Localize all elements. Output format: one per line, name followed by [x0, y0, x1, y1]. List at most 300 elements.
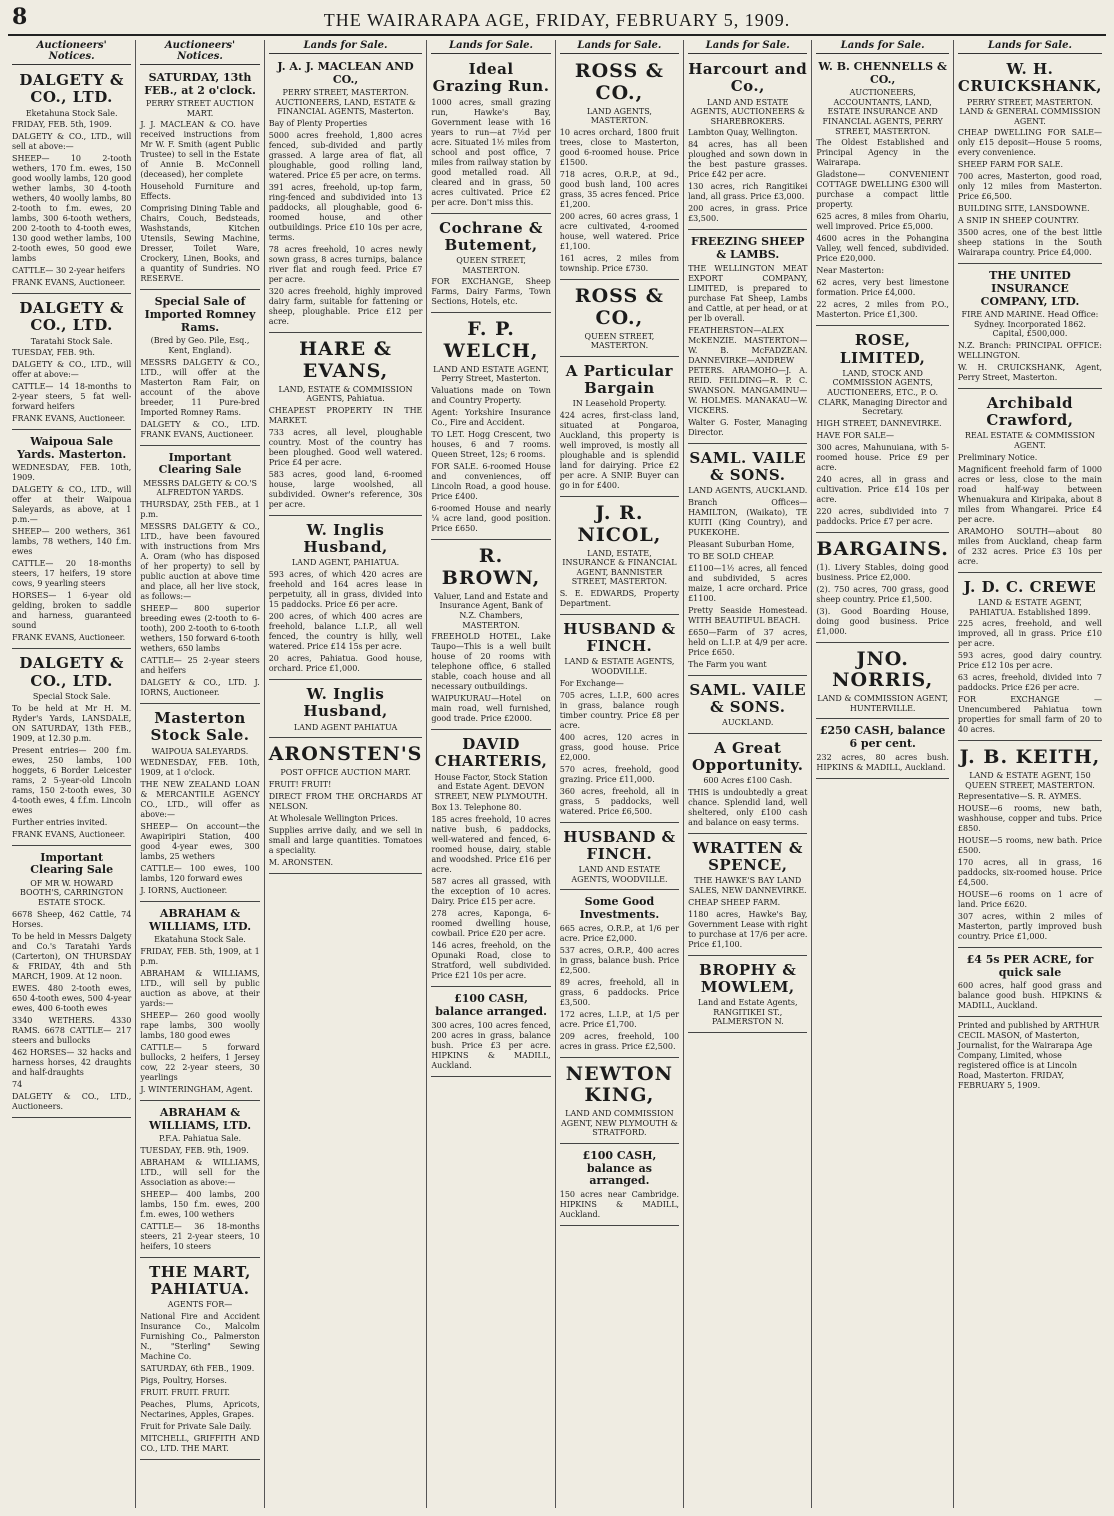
- ad-subtitle: WAIPOUA SALEYARDS.: [151, 746, 249, 756]
- ad-subtitle: LAND AGENTS, MASTERTON.: [586, 106, 652, 126]
- ad-text: 625 acres, 8 miles from Ohariu, well improved. Price £5,000.: [816, 212, 949, 232]
- ad-subtitle: AUCKLAND.: [722, 718, 774, 728]
- ad-title: J. D. C. CREWE: [963, 577, 1097, 596]
- ad-text: 583 acres, good land, 6-roomed house, large woolshed, all subdivided. Owner's reference, 30s per acre.: [268, 469, 423, 509]
- ad-text: DALGETY & CO., LTD., Auctioneers.: [12, 1091, 132, 1111]
- ad-text: SHEEP— 260 good woolly rape lambs, 300 woolly lambs, 180 good ewes: [140, 1011, 260, 1041]
- ad-text: 733 acres, all level, ploughable country. Most of the country has been ploughed. Good well watered. Price £4 per acre.: [268, 427, 423, 467]
- ad-text: To be held in Messrs Dalgety and Co.'s Taratahi Yards (Carterton), ON THURSDAY & FRIDAY, 4th and 5th MARCH, 1909. At 12 noon.: [12, 931, 132, 981]
- ad-subtitle: LAND & COMMISSION AGENT, HUNTERVILLE.: [817, 694, 949, 713]
- ad-subtitle: LAND AND ESTATE AGENTS, WOODVILLE.: [571, 865, 668, 884]
- ad-text: 718 acres, O.R.P., at 9d., good bush land, 100 acres grass, 35 acres fenced. Price £1,200.: [559, 169, 680, 209]
- ad-text: J. J. MACLEAN & CO. have received instructions from Mr W. F. Smith (agent Public Trustee) to sell in the Estate of Annie B. McConnell (deceased), her complete: [140, 120, 260, 180]
- advertisement: [958, 744, 1102, 948]
- ad-title: A Particular Bargain: [565, 361, 674, 397]
- column-header: Lands for Sale.: [560, 40, 679, 54]
- ad-text: Fruit for Private Sale Daily.: [140, 1421, 252, 1431]
- ad-title: J. R. NICOL,: [577, 501, 662, 546]
- ad-text: Pretty Seaside Homestead. WITH BEAUTIFUL BEACH.: [688, 605, 808, 625]
- ad-text: DIRECT FROM THE ORCHARDS AT NELSON.: [268, 791, 423, 811]
- ad-text: To be held at Mr H. M. Ryder's Yards, LANSDALE, ON SATURDAY, 13th FEB., 1909, at 12.30 p.m.: [12, 703, 132, 743]
- masthead: [8, 4, 1106, 36]
- ad-title: Ideal Grazing Run.: [432, 60, 550, 96]
- ad-title: SAML. VAILE & SONS.: [689, 680, 807, 716]
- ad-title: Some Good Investments.: [579, 895, 660, 921]
- ad-text: HAVE FOR SALE—: [816, 430, 895, 440]
- advertisement: [140, 1261, 259, 1460]
- ad-subtitle: AGENTS FOR—: [167, 1300, 233, 1310]
- ad-title: HUSBAND & FINCH.: [563, 827, 676, 863]
- ad-text: TUESDAY, FEB. 9th, 1909.: [140, 1145, 249, 1155]
- ad-text: FRUIT! FRUIT!: [268, 779, 332, 789]
- column-6: [684, 40, 812, 1508]
- ad-title: Special Sale of Imported Romney Rams.: [144, 295, 256, 334]
- ad-subtitle: IN Leasehold Property.: [572, 399, 667, 409]
- ad-text: THE NEW ZEALAND LOAN & MERCANTILE AGENCY CO., LTD., will offer as above:—: [140, 780, 260, 820]
- ad-title: HARE & EVANS,: [299, 338, 392, 382]
- ad-text: THURSDAY, 25th FEB., at 1 p.m.: [140, 500, 260, 520]
- ad-text: SHEEP— 200 wethers, 361 lambs, 78 wethers, 140 f.m. ewes: [12, 527, 132, 557]
- imprint-footer: Printed and published by ARTHUR CECIL MASON, of Masterton, Journalist, for the Wairarapa Age Company, Limited, whose registered office is at Lincoln Road, Masterton. FRIDAY, FEBRUARY 5, 1909.: [957, 1021, 1100, 1091]
- ad-text: SATURDAY, 6th FEB., 1909.: [140, 1363, 255, 1373]
- ad-subtitle: LAND & ESTATE AGENT, PAHIATUA. Established 1899.: [969, 597, 1091, 617]
- ad-text: The Farm you want: [688, 659, 767, 669]
- ad-subtitle: PERRY STREET, MASTERTON. LAND & GENERAL COMMISSION AGENT.: [959, 97, 1101, 126]
- ad-text: WEDNESDAY, FEB. 10th, 1909.: [12, 463, 132, 483]
- ad-title: SAML. VAILE & SONS.: [689, 448, 807, 484]
- ad-text: 172 acres, L.I.P., at 1/5 per acre. Price £1,700.: [559, 1009, 680, 1029]
- ad-text: FRIDAY, FEB. 5th, 1909, at 1 p.m.: [140, 947, 260, 967]
- ad-text: DALGETY & CO., LTD., will offer at above:—: [12, 360, 132, 380]
- ad-text: A SNIP IN SHEEP COUNTRY.: [957, 216, 1079, 226]
- ad-text: 200 acres, in grass. Price £3,500.: [688, 204, 808, 224]
- ad-text: FREEHOLD HOTEL, Lake Taupo—This is a well built house of 20 rooms with telephone office, 6 stalled stable, coach house and all necessary outbuildings.: [431, 632, 551, 692]
- advertisement: [431, 733, 550, 987]
- ad-text: 6-roomed House and nearly ¼ acre land, good position. Price £650.: [431, 504, 551, 534]
- ad-text: CHEAP DWELLING FOR SALE—only £15 deposit—House 5 rooms, every convenience.: [957, 128, 1102, 158]
- ad-text: CATTLE— 36 18-months steers, 21 2-year steers, 10 heifers, 10 steers: [140, 1221, 260, 1251]
- advertisement: [431, 58, 550, 214]
- ad-title: A Great Opportunity.: [691, 738, 804, 774]
- advertisement: [140, 69, 259, 290]
- ad-text: ABRAHAM & WILLIAMS, LTD., will sell by public auction as above, at their yards:—: [140, 969, 260, 1009]
- advertisement: [958, 58, 1102, 264]
- ad-subtitle: LAND AND ESTATE AGENTS, AUCTIONEERS & SHAREBROKERS.: [690, 97, 805, 126]
- ad-subtitle: Taratahi Stock Sale.: [30, 336, 113, 346]
- ad-text: BUILDING SITE, LANSDOWNE.: [957, 204, 1090, 214]
- ad-title: SATURDAY, 13th FEB., at 2 o'clock.: [144, 71, 256, 97]
- ad-text: 570 acres, freehold, good grazing. Price £11,000.: [559, 764, 680, 784]
- ad-text: 424 acres, first-class land, situated at Pongaroa, Auckland, this property is well improved, is mostly all ploughable and is splendid land for dairying. Price £2 per acre. A SNIP. Buyer can go in for £400.: [559, 410, 680, 490]
- ad-text: THE WELLINGTON MEAT EXPORT COMPANY, LIMITED, is prepared to purchase Fat Sheep, Lambs and Cattle, at per head, or at per lb overall.: [688, 263, 808, 323]
- ad-text: 78 acres freehold, 10 acres newly sown grass, 8 acres turnips, balance river flat and rough feed. Price £7 per acre.: [268, 245, 423, 285]
- ad-text: 360 acres, freehold, all in grass, 5 paddocks, well watered. Price £6,500.: [559, 786, 680, 816]
- ad-title: £250 CASH, balance 6 per cent.: [819, 724, 946, 751]
- ad-text: FEATHERSTON—ALEX McKENZIE. MASTERTON—W. B. McFADZEAN. DANNEVIRKE—ANDREW PETERS. ARAMOHO—J. A. REID. FEILDING—R. P. C. SWANSON. MANGAMINU—W. HOLMES. MANAKAU—W. VICKERS.: [688, 325, 808, 415]
- column-8: [954, 40, 1106, 1508]
- advertisement: [269, 336, 423, 516]
- ad-text: 3500 acres, one of the best little sheep stations in the South Wairarapa country. Price £4,000.: [957, 228, 1102, 258]
- ad-subtitle: Eketahuna Stock Sale.: [25, 108, 118, 118]
- ad-text: Further entries invited.: [12, 817, 108, 827]
- advertisement: [431, 543, 550, 730]
- ad-title: F. P. WELCH,: [443, 318, 539, 363]
- ad-text: MESSRS DALGETY & CO., LTD., will offer at the Masterton Ram Fair, on account of the above breeder, 11 Pure-bred Imported Romney Rams.: [140, 357, 260, 417]
- ad-text: EWES. 480 2-tooth ewes, 650 4-tooth ewes, 500 4-year ewes, 400 6-tooth ewes: [12, 983, 132, 1013]
- ad-text: DALGETY & CO., LTD., will sell at above:—: [12, 132, 132, 152]
- ad-text: HOUSE—6 rooms on 1 acre of land. Price £620.: [957, 890, 1102, 910]
- ad-title: W. B. CHENNELLS & CO.,: [818, 60, 947, 86]
- ad-subtitle: PERRY STREET AUCTION MART.: [146, 99, 254, 118]
- advertisement: [269, 683, 423, 738]
- ad-text: 307 acres, within 2 miles of Masterton, partly improved bush country. Price £1,000.: [957, 912, 1102, 942]
- ad-subtitle: QUEEN STREET, MASTERTON.: [456, 256, 526, 275]
- ad-text: 593 acres, good dairy country. Price £12 10s per acre.: [957, 651, 1102, 671]
- advertisement: [560, 500, 679, 615]
- ad-text: 10 acres orchard, 1800 fruit trees, close to Masterton, good 6-roomed house. Price £1500.: [559, 127, 680, 167]
- ad-subtitle: FIRE AND MARINE. Head Office: Sydney. Incorporated 1862. Capital, £500,000.: [961, 310, 1099, 339]
- ad-text: DALGETY & CO., LTD., will offer at their Waipoua Saleyards, as above, at 1 p.m.—: [12, 485, 132, 525]
- ad-subtitle: LAND & ESTATE AGENT, 150 QUEEN STREET, MASTERTON.: [965, 770, 1095, 790]
- column-5: [556, 40, 684, 1508]
- ad-title: THE UNITED INSURANCE COMPANY, LTD.: [980, 269, 1080, 308]
- ad-subtitle: LAND AGENTS, AUCKLAND.: [688, 486, 808, 496]
- advertisement: [431, 316, 550, 540]
- ad-text: 593 acres, of which 420 acres are freehold and 164 acres lease in perpetuity, all in grass, divided into 15 paddocks. Price £6 per acre.: [268, 570, 423, 610]
- ad-text: 537 acres, O.R.P., 400 acres in grass, balance bush. Price £2,500.: [559, 945, 680, 975]
- ad-text: 200 acres, of which 400 acres are freehold, balance L.I.P., all well fenced, the country is hilly, well watered. Price £14 15s per acre.: [268, 612, 423, 652]
- ad-text: 225 acres, freehold, and well improved, all in grass. Price £10 per acre.: [957, 619, 1102, 649]
- ad-text: Lambton Quay, Wellington.: [688, 128, 798, 138]
- ad-text: 20 acres, Pahiatua. Good house, orchard. Price £1,000.: [268, 654, 423, 674]
- ad-text: S. E. EDWARDS, Property Department.: [559, 588, 680, 608]
- advertisement: [140, 1104, 259, 1258]
- advertisement: [12, 652, 131, 845]
- ad-text: Walter G. Foster, Managing Director.: [688, 417, 808, 437]
- ad-text: ARAMOHO SOUTH—about 80 miles from Auckland, cheap farm of 232 acres. Price £3 10s per acre.: [957, 526, 1102, 566]
- ad-title: HUSBAND & FINCH.: [563, 619, 676, 656]
- ad-title: BROPHY & MOWLEM,: [699, 960, 797, 996]
- advertisement: [560, 283, 679, 357]
- ad-title: Cochrane & Butement,: [439, 218, 543, 254]
- ad-text: SHEEP— On account—the Awapiripiri Station, 400 good 4-year ewes, 300 lambs, 25 wethers: [140, 822, 260, 862]
- ad-subtitle: Ekatahuna Stock Sale.: [154, 935, 246, 945]
- advertisement: [140, 707, 259, 902]
- ad-text: 587 acres all grassed, with the exception of 10 acres. Dairy. Price £15 per acre.: [431, 877, 551, 907]
- ad-title: Archibald Crawford,: [986, 393, 1074, 430]
- ad-subtitle: PERRY STREET, MASTERTON. AUCTIONEERS, LAND, ESTATE & FINANCIAL AGENTS, Masterton.: [275, 88, 416, 117]
- column-header: Lands for Sale.: [431, 40, 550, 54]
- advertisement: [560, 826, 679, 891]
- ad-text: 6678 Sheep, 462 Cattle, 74 Horses.: [12, 909, 132, 929]
- ad-text: Near Masterton:: [816, 266, 885, 276]
- ad-text: 170 acres, all in grass, 16 paddocks, six-roomed house. Price £4,500.: [957, 858, 1102, 888]
- advertisement: [688, 233, 807, 443]
- advertisement: [816, 536, 948, 643]
- ad-text: Magnificent freehold farm of 1000 acres or less, close to the main road half-way between Whenuakura and Kiripaka, about 8 miles from Whangarei. Price £4 per acre.: [957, 464, 1102, 524]
- ad-subtitle: House Factor, Stock Station and Estate Agent. DEVON STREET, NEW PLYMOUTH.: [434, 772, 548, 801]
- ad-subtitle: AUCTIONEERS, ACCOUNTANTS, LAND, ESTATE INSURANCE AND FINANCIAL AGENTS, PERRY STREET, MASTERTON.: [822, 88, 943, 136]
- ad-text: FRUIT. FRUIT. FRUIT.: [140, 1387, 230, 1397]
- column-header: Lands for Sale.: [816, 40, 948, 54]
- ad-text: 4600 acres in the Pohangina Valley, well fenced, subdivided. Price £20,000.: [816, 234, 949, 264]
- ad-subtitle: REAL ESTATE & COMMISSION AGENT.: [964, 431, 1096, 451]
- ad-title: DALGETY & CO., LTD.: [19, 299, 124, 335]
- ad-title: Important Clearing Sale: [158, 450, 242, 477]
- ad-text: 89 acres, freehold, all in grass, 6 paddocks. Price £3,500.: [559, 977, 680, 1007]
- column-header: Auctioneers' Notices.: [12, 40, 131, 65]
- ad-text: ABRAHAM & WILLIAMS, LTD., will sell for the Association as above:—: [140, 1157, 260, 1187]
- advertisement: [140, 293, 259, 445]
- ad-text: Comprising Dining Table and Chairs, Couch, Bedsteads, Washstands, Kitchen Utensils, Sewing Machine, Dresser, Toilet Ware, Crockery, Linen, Books, and a quantity of Sundries. NO RESERVE.: [140, 204, 260, 284]
- ad-text: 150 acres near Cambridge. HIPKINS & MADILL, Auckland.: [559, 1189, 680, 1219]
- advertisement: [12, 297, 131, 430]
- ad-text: SHEEP— 400 lambs, 200 lambs, 150 f.m. ewes, 200 f.m. ewes, 100 wethers: [140, 1189, 260, 1219]
- advertisement: [12, 433, 131, 649]
- ad-subtitle: Land and Estate Agents, RANGITIKEI ST., PALMERSTON N.: [697, 998, 798, 1027]
- advertisement: [560, 1147, 679, 1226]
- ad-text: FRIDAY, FEB. 5th, 1909.: [12, 120, 112, 130]
- ad-subtitle: P.F.A. Pahiatua Sale.: [158, 1134, 242, 1144]
- ad-text: 200 acres, 60 acres grass, 1 acre cultivated, 4-roomed house, well watered. Price £1,100.: [559, 211, 680, 251]
- ad-text: 185 acres freehold, 10 acres native bush, 6 paddocks, well-watered and fenced, 6-roomed house, dairy, stable and woodshed. Price £16 per acre.: [431, 815, 551, 875]
- ad-text: 705 acres, L.I.P., 600 acres in grass, balance rough timber country. Price £8 per acre.: [559, 690, 680, 730]
- ad-text: WEDNESDAY, FEB. 10th, 1909, at 1 o'clock.: [140, 758, 260, 778]
- ad-subtitle: LAND, ESTATE, INSURANCE & FINANCIAL AGENT, BANNISTER STREET, MASTERTON.: [562, 548, 677, 587]
- ad-text: DALGETY & CO., LTD. J. IORNS, Auctioneer.: [140, 678, 260, 698]
- ad-text: CATTLE— 14 18-months to 2-year steers, 5 fat well-forward heifers: [12, 382, 132, 412]
- ad-title: Important Clearing Sale: [30, 850, 114, 877]
- ad-title: NEWTON KING,: [565, 1062, 674, 1107]
- ad-text: 240 acres, all in grass and cultivation. Price £14 10s per acre.: [816, 474, 949, 504]
- ad-text: Peaches, Plums, Apricots, Nectarines, Apples, Grapes.: [140, 1399, 260, 1419]
- column-2: [136, 40, 264, 1508]
- ad-text: TUESDAY, FEB. 9th.: [12, 348, 95, 358]
- ad-text: 300 acres, 100 acres fenced, 200 acres in grass, balance bush. Price £3 per acre. HIPKINS & MADILL, Auckland.: [431, 1020, 551, 1070]
- ad-text: Bay of Plenty Properties: [268, 119, 368, 129]
- ad-subtitle: THE HAWKE'S BAY LAND SALES, NEW DANNEVIRKE.: [688, 876, 807, 895]
- ad-text: Supplies arrive daily, and we sell in small and large quantities. Tomatoes a speciality.: [268, 825, 423, 855]
- advertisement: [269, 519, 423, 680]
- ad-text: Household Furniture and Effects.: [140, 182, 260, 202]
- column-1: [8, 40, 136, 1508]
- ad-title: DAVID CHARTERIS,: [434, 735, 548, 771]
- advertisement: [688, 737, 807, 834]
- ad-text: M. ARONSTEN.: [268, 857, 334, 867]
- ad-text: 1000 acres, small grazing run, Hawke's Bay, Government lease with 16 years to run—at 7½d per acre. Situated 1½ miles from school and post office, 7 miles from railway station by good metalled road. All cleared and in grass, 50 acres cultivated. Price £2 per acre. Don't miss this.: [431, 97, 551, 207]
- ad-title: ROSS & CO.,: [574, 60, 664, 104]
- ad-text: HOUSE—6 rooms, new bath, washhouse, copper and tubs. Price £850.: [957, 804, 1102, 834]
- ad-text: 391 acres, freehold, up-top farm, ring-fenced and subdivided into 13 paddocks, all ploughable, good 6-roomed house, and other outbuildings. Price £10 10s per acre, terms.: [268, 183, 423, 243]
- ad-subtitle: LAND AGENT PAHIATUA: [293, 722, 398, 732]
- ad-title: W. Inglis Husband,: [303, 685, 388, 721]
- ad-text: 600 acres, half good grass and balance good bush. HIPKINS & MADILL, Auckland.: [957, 981, 1102, 1011]
- ad-subtitle: OF MR W. HOWARD BOOTH'S, CARRINGTON ESTATE STOCK.: [20, 878, 124, 908]
- ad-title: J. B. KEITH,: [959, 746, 1101, 769]
- ad-title: £100 CASH, balance as arranged.: [582, 1149, 657, 1188]
- advertisement: [958, 576, 1102, 741]
- ad-text: 22 acres, 2 miles from P.O., Masterton. Price £1,300.: [816, 300, 949, 320]
- ad-text: Valuations made on Town and Country Property.: [431, 386, 551, 406]
- ad-text: 3340 WETHERS. 4330 RAMS. 6678 CATTLE— 217 steers and bullocks: [12, 1015, 132, 1045]
- ad-text: 5000 acres freehold, 1,800 acres fenced, sub-divided and partly grassed. A large area of flat, all ploughable, good rolling land, watered. Price £5 per acre, on terms.: [268, 131, 423, 181]
- advertisement: [431, 217, 550, 314]
- ad-text: FOR SALE. 6-roomed House and conveniences, off Lincoln Road, a good house. Price £400.: [431, 462, 551, 502]
- column-7: [812, 40, 953, 1508]
- ad-text: MITCHELL, GRIFFITH AND CO., LTD. THE MART.: [140, 1433, 260, 1453]
- ad-title: £4 5s PER ACRE, for quick sale: [966, 953, 1094, 979]
- ad-text: DALGETY & CO., LTD. FRANK EVANS, Auctioneer.: [140, 419, 260, 439]
- ad-text: Pigs, Poultry, Horses.: [140, 1375, 227, 1385]
- ad-text: FOR EXCHANGE — Unencumbered Pahiatua town properties for small farm of 20 to 40 acres.: [957, 695, 1102, 735]
- ad-text: 700 acres, Masterton, good road, only 12 miles from Masterton. Price £6,500.: [957, 172, 1102, 202]
- advertisement: [431, 990, 550, 1076]
- ad-text: Box 13. Telephone 80.: [431, 803, 522, 813]
- ad-text: SHEEP— 10 2-tooth wethers, 170 f.m. ewes, 150 good woolly lambs, 120 good wether lambs, 30 4-tooth wethers, 40 woolly lambs, 80 2-tooth to f.m. ewes, 20 lambs, 300 6-tooth wethers, 200 2-tooth to 4-tooth ewes, 130 good wether lambs, 100 2-tooth ewes, 50 good ewe lambs: [12, 154, 132, 264]
- ad-subtitle: LAND, ESTATE & COMMISSION AGENTS, Pahiatua.: [278, 384, 413, 404]
- ad-title: Masterton Stock Sale.: [150, 709, 250, 745]
- ad-text: CATTLE— 100 ewes, 100 lambs, 120 forward ewes: [140, 864, 260, 884]
- ad-text: 161 acres, 2 miles from township. Price £730.: [559, 253, 680, 273]
- ad-subtitle: LAND AGENT, PAHIATUA.: [291, 558, 400, 568]
- ad-title: R. BROWN,: [441, 545, 541, 589]
- ad-text: 1180 acres, Hawke's Bay, Government Lease with right to purchase at 17/6 per acre. Price £1,100.: [688, 909, 808, 949]
- ad-text: (2). 750 acres, 700 grass, good sheep country. Price £1,500.: [816, 584, 949, 604]
- advertisement: [560, 893, 679, 1057]
- ad-text: Representative—S. R. AYMES.: [957, 792, 1082, 802]
- ad-title: DALGETY & CO., LTD.: [19, 654, 124, 690]
- ad-title: BARGAINS.: [816, 537, 949, 560]
- ad-text: Preliminary Notice.: [957, 452, 1038, 462]
- ad-title: ROSS & CO.,: [574, 284, 664, 329]
- advertisement: [12, 69, 131, 294]
- page-number: 8: [12, 4, 28, 30]
- column-header: Lands for Sale.: [269, 40, 423, 54]
- ad-text: FRANK EVANS, Auctioneer.: [12, 633, 126, 643]
- ad-text: The Oldest Established and Principal Agency in the Wairarapa.: [816, 138, 949, 168]
- advertisement: [816, 58, 948, 326]
- ad-subtitle: Valuer, Land and Estate and Insurance Agent, Bank of N.Z. Chambers, MASTERTON.: [433, 591, 549, 630]
- ad-text: 146 acres, freehold, on the Opunaki Road, close to Stratford, well subdivided. Price £21 10s per acre.: [431, 941, 551, 981]
- newspaper-columns: [8, 40, 1106, 1508]
- advertisement: [688, 447, 807, 676]
- ad-text: 462 HORSES— 32 hacks and harness horses, 42 draughts and half-draughts: [12, 1047, 132, 1077]
- ad-text: 278 acres, Kaponga, 6-roomed dwelling house, cowbail. Price £20 per acre.: [431, 909, 551, 939]
- advertisement: [12, 849, 131, 1118]
- ad-text: £650—Farm of 37 acres, held on L.I.P. at 4/9 per acre. Price £650.: [688, 627, 808, 657]
- advertisement: [816, 722, 948, 778]
- ad-text: 400 acres, 120 acres in grass, good house. Price £2,000.: [559, 732, 680, 762]
- ad-subtitle: QUEEN STREET, MASTERTON.: [584, 331, 655, 351]
- ad-title: WRATTEN & SPENCE,: [692, 838, 803, 875]
- ad-text: 84 acres, has all been ploughed and sown down in the best pasture grasses. Price £42 per acre.: [688, 140, 808, 180]
- ad-subtitle: LAND & ESTATE AGENTS, WOODVILLE.: [564, 657, 675, 676]
- ad-text: CHEAPEST PROPERTY IN THE MARKET.: [268, 405, 423, 425]
- advertisement: [688, 58, 807, 230]
- ad-subtitle: Special Stock Sale.: [32, 691, 111, 701]
- ad-title: Waipoua Sale Yards. Masterton.: [17, 435, 127, 461]
- ad-text: Branch Offices— HAMILTON, (Waikato), TE KUITI (King Country), and PUKEKOHE.: [688, 497, 808, 537]
- ad-text: (3). Good Boarding House, doing good business. Price £1,000.: [816, 606, 949, 636]
- ad-title: DALGETY & CO., LTD.: [19, 71, 124, 107]
- ad-text: CATTLE— 20 18-months steers, 17 heifers, 19 store cows, 9 yearling steers: [12, 559, 132, 589]
- ad-text: THIS is undoubtedly a great chance. Splendid land, well sheltered, only £100 cash and balance on easy terms.: [688, 787, 808, 827]
- ad-text: TO LET. Hogg Crescent, two houses, 6 and 7 rooms. Queen Street, 12s; 6 rooms.: [431, 430, 551, 460]
- ad-subtitle: LAND, STOCK AND COMMISSION AGENTS, AUCTIONEERS, ETC., P. O. CLARK, Managing Director and Secretary.: [818, 368, 948, 417]
- column-4: [427, 40, 555, 1508]
- ad-subtitle: (Bred by Geo. Pile, Esq., Kent, England).: [150, 336, 250, 355]
- ad-text: SHEEP FARM FOR SALE.: [957, 160, 1063, 170]
- ad-text: SHEEP— 800 superior breeding ewes (2-tooth to 6-tooth), 200 2-tooth to 6-tooth wethers, 150 forward 6-tooth wethers, 650 lambs: [140, 604, 260, 654]
- advertisement: [688, 679, 807, 734]
- ad-text: 300 acres, Mahunuiana, with 5-roomed house. Price £9 per acre.: [816, 442, 949, 472]
- ad-text: (1). Livery Stables, doing good business. Price £2,000.: [816, 562, 949, 582]
- advertisement: [560, 1061, 679, 1144]
- ad-text: At Wholesale Wellington Prices.: [268, 813, 398, 823]
- advertisement: [816, 329, 948, 532]
- ad-subtitle: LAND AND COMMISSION AGENT, NEW PLYMOUTH & STRATFORD.: [561, 1109, 678, 1138]
- ad-text: Pleasant Suburban Home,: [688, 539, 795, 549]
- ad-text: Present entries— 200 f.m. ewes, 250 lambs, 100 hoggets, 6 Border Leicester rams, 2 5-year-old Lincoln rams, 150 2-tooth ewes, 30 4-tooth ewes, 4 f.f.m. Lincoln ewes: [12, 745, 132, 815]
- ad-text: MESSRS DALGETY & CO., LTD., have been favoured with instructions from Mrs A. Oram (who has disposed of her property) to sell by public auction at above time and place, all her live stock, as follows:—: [140, 522, 260, 602]
- advertisement: [140, 905, 259, 1101]
- ad-title: ABRAHAM & WILLIAMS, LTD.: [148, 907, 252, 933]
- advertisement: [269, 741, 423, 873]
- ad-title: W. Inglis Husband,: [303, 520, 388, 557]
- ad-text: CHEAP SHEEP FARM.: [688, 897, 781, 907]
- ad-text: 62 acres, very best limestone formation. Price £4,000.: [816, 278, 949, 298]
- advertisement: [560, 618, 679, 823]
- advertisement: [269, 58, 423, 333]
- ad-subtitle: 600 Acres £100 Cash.: [703, 776, 793, 786]
- ad-text: 130 acres, rich Rangitikei land, all grass. Price £3,000.: [688, 182, 808, 202]
- ad-text: 232 acres, 80 acres bush. HIPKINS & MADILL, Auckland.: [816, 752, 949, 772]
- ad-text: 220 acres, subdivided into 7 paddocks. Price £7 per acre.: [816, 506, 949, 526]
- ad-title: £100 CASH, balance arranged.: [435, 992, 547, 1019]
- ad-text: For Exchange—: [559, 678, 624, 688]
- advertisement: [560, 58, 679, 280]
- newspaper-title: THE WAIRARAPA AGE, FRIDAY, FEBRUARY 5, 1909.: [323, 10, 791, 30]
- column-header: Auctioneers' Notices.: [140, 40, 259, 65]
- advertisement: [816, 646, 948, 720]
- ad-text: TO BE SOLD CHEAP.: [688, 551, 775, 561]
- ad-text: HIGH STREET, DANNEVIRKE.: [816, 418, 942, 428]
- ad-text: J. IORNS, Auctioneer.: [140, 886, 228, 896]
- ad-text: CATTLE— 25 2-year steers and heifers: [140, 656, 260, 676]
- advertisement: [140, 449, 259, 704]
- advertisement: [958, 267, 1102, 389]
- ad-subtitle: POST OFFICE AUCTION MART.: [280, 767, 411, 777]
- advertisement: [958, 951, 1102, 1017]
- ad-text: J. WINTERINGHAM, Agent.: [140, 1085, 253, 1095]
- ad-text: N.Z. Branch: PRINCIPAL OFFICE: WELLINGTON.: [957, 340, 1102, 360]
- ad-text: 320 acres freehold, highly improved dairy farm, suitable for fattening or sheep, ploughable. Price £12 per acre.: [268, 287, 423, 327]
- ad-text: HORSES— 1 6-year old gelding, broken to saddle and harness, guaranteed sound: [12, 591, 132, 631]
- advertisement: [688, 959, 807, 1033]
- ad-text: FRANK EVANS, Auctioneer.: [12, 414, 126, 424]
- ad-text: HOUSE—5 rooms, new bath. Price £500.: [957, 836, 1102, 856]
- ad-text: W. H. CRUICKSHANK, Agent, Perry Street, Masterton.: [957, 362, 1102, 382]
- advertisement: [688, 837, 807, 956]
- ad-subtitle: MESSRS DALGETY & CO.'S ALFREDTON YARDS.: [143, 478, 257, 498]
- ad-text: FRANK EVANS, Auctioneer.: [12, 278, 126, 288]
- ad-text: CATTLE— 5 forward bullocks, 2 heifers, 1 Jersey cow, 22 2-year steers, 30 yearlings: [140, 1043, 260, 1083]
- ad-text: WAIPUKURAU—Hotel on main road, well furnished, good trade. Price £2000.: [431, 694, 551, 724]
- advertisement: [560, 360, 679, 497]
- ad-title: W. H. CRUICKSHANK,: [957, 60, 1102, 96]
- ad-title: THE MART, PAHIATUA.: [149, 1262, 251, 1299]
- ad-text: 665 acres, O.R.P., at 1/6 per acre. Price £2,000.: [559, 923, 680, 943]
